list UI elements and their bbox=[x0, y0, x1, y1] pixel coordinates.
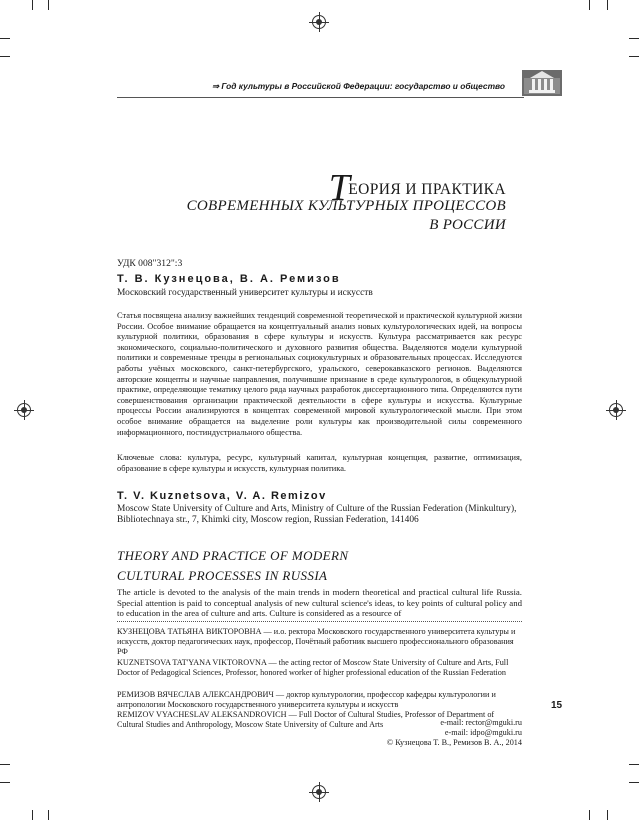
crop-mark bbox=[0, 764, 10, 765]
title-initial: Т bbox=[328, 167, 351, 209]
abstract-ru: Статья посвящена анализу важнейших тенденций современной теоретической и практической культурной жизни России. Особое внимание обращается на концептуальный анализ новых культурологических идей, на вопросы культурной политики, образования в сфере культуры и искусств. Культура рассматривается как ресурс экономического, социально-политического и духовного развития общества. Выделяются модели культурной политики и современные тренды в региональных социокультурных и образовательных процессах. Исследуются работы учёных московского, санкт-петербургского, уральского, северокавказского регионов. Выделяются авторские концепты и научные направления, получившие признание в среде культурологов, в общекультурной практике, определяющие тематику целого ряда научных разработок диссертационного типа. Определяются пути совершенствования организации практической деятельности в сфере культуры и искусства. Культурные процессы России анализируются в концептах современной мировой культурологической мысли. При этом особое внимание обращается на выделение роли культуры как производительной силы современного информационного, постиндустриального общества. bbox=[117, 311, 522, 437]
crop-mark bbox=[629, 56, 639, 57]
authors-en: T. V. Kuznetsova, V. A. Remizov bbox=[117, 490, 327, 502]
footnote-remizov-ru: РЕМИЗОВ ВЯЧЕСЛАВ АЛЕКСАНДРОВИЧ — доктор культурологии, профессор кафедры культурологии и антропологии Московского государственного университета культуры и искусств bbox=[117, 690, 496, 709]
crop-mark bbox=[589, 810, 590, 820]
crop-mark bbox=[629, 782, 639, 783]
journal-logo-icon bbox=[522, 64, 562, 102]
footnote-kuznetsova-en: KUZNETSOVA TAT'YANA VIKTOROVNA — the acting rector of Moscow State University of Culture and Arts, Full Doctor of Pedagogical Sciences, Professor, honored worker of higher professional education of the Russian Federation bbox=[117, 658, 509, 677]
crop-mark bbox=[0, 56, 10, 57]
crop-mark bbox=[589, 0, 590, 10]
crop-mark bbox=[48, 0, 49, 10]
page-number: 15 bbox=[551, 700, 563, 711]
email-rector[interactable]: e-mail: rector@mguki.ru bbox=[440, 718, 522, 727]
title-en-line-1: THEORY AND PRACTICE OF MODERN bbox=[117, 548, 349, 563]
registration-mark-icon bbox=[312, 15, 326, 29]
footnote-kuznetsova-ru: КУЗНЕЦОВА ТАТЬЯНА ВИКТОРОВНА — и.о. ректора Московского государственного университета культуры и искусств, доктор педагогических наук, профессор, Почётный работник высшего профессионального образования РФ bbox=[117, 627, 516, 656]
crop-mark bbox=[48, 810, 49, 820]
article-title-line-2: СОВРЕМЕННЫХ КУЛЬТУРНЫХ ПРОЦЕССОВ bbox=[186, 198, 506, 214]
crop-mark bbox=[0, 782, 10, 783]
crop-mark bbox=[0, 38, 10, 39]
abstract-en: The article is devoted to the analysis of the main trends in modern theoretical and practical cultural life Russia. Special attention is paid to conceptual analysis of new cultural science's ideas, to key points of cultural policy and to education in the area of culture and arts. Culture is considered as a resource of bbox=[117, 587, 522, 619]
crop-mark bbox=[607, 810, 608, 820]
crop-mark bbox=[32, 810, 33, 820]
affiliation-ru: Московский государственный университет культуры и искусств bbox=[117, 288, 373, 298]
article-title-line-3: В РОССИИ bbox=[429, 217, 506, 233]
udk-code: УДК 008"312":3 bbox=[117, 258, 183, 269]
registration-mark-icon bbox=[609, 403, 623, 417]
footnote-rule bbox=[117, 621, 522, 622]
crop-mark bbox=[32, 0, 33, 10]
title-line-1-rest: ЕОРИЯ И ПРАКТИКА bbox=[348, 181, 506, 198]
running-header bbox=[210, 81, 505, 91]
footnote-remizov-en: REMIZOV VYACHESLAV ALEKSANDROVICH — Full Doctor of Cultural Studies, Professor of Department of Cultural Studies and Anthropology, Moscow State University of Culture and Arts bbox=[117, 710, 495, 729]
keywords-ru: Ключевые слова: культура, ресурс, культурный капитал, культурная концепция, развитие, оптимизация, образование в сфере культуры и искусств, культурная политика. bbox=[117, 453, 522, 473]
copyright: © Кузнецова Т. В., Ремизов В. А., 2014 bbox=[386, 738, 522, 747]
arrow-icon: ⇒ bbox=[212, 81, 220, 91]
affiliation-en: Moscow State University of Culture and Arts, Ministry of Culture of the Russian Federation (Minkultury), Bibliotechnaya str., 7, Khimki city, Moscow region, Russian Federation, 141406 bbox=[117, 504, 517, 525]
running-title: Год культуры в Российской Федерации: государство и общество bbox=[221, 81, 505, 91]
registration-mark-icon bbox=[312, 785, 326, 799]
registration-mark-icon bbox=[17, 403, 31, 417]
authors-ru: Т. В. Кузнецова, В. А. Ремизов bbox=[117, 273, 341, 285]
email-idpo[interactable]: e-mail: idpo@mguki.ru bbox=[444, 728, 522, 737]
crop-mark bbox=[629, 764, 639, 765]
crop-mark bbox=[607, 0, 608, 10]
header-rule bbox=[117, 97, 524, 98]
crop-mark bbox=[629, 38, 639, 39]
contact-block bbox=[300, 718, 522, 748]
title-en-line-2: CULTURAL PROCESSES IN RUSSIA bbox=[117, 568, 328, 583]
